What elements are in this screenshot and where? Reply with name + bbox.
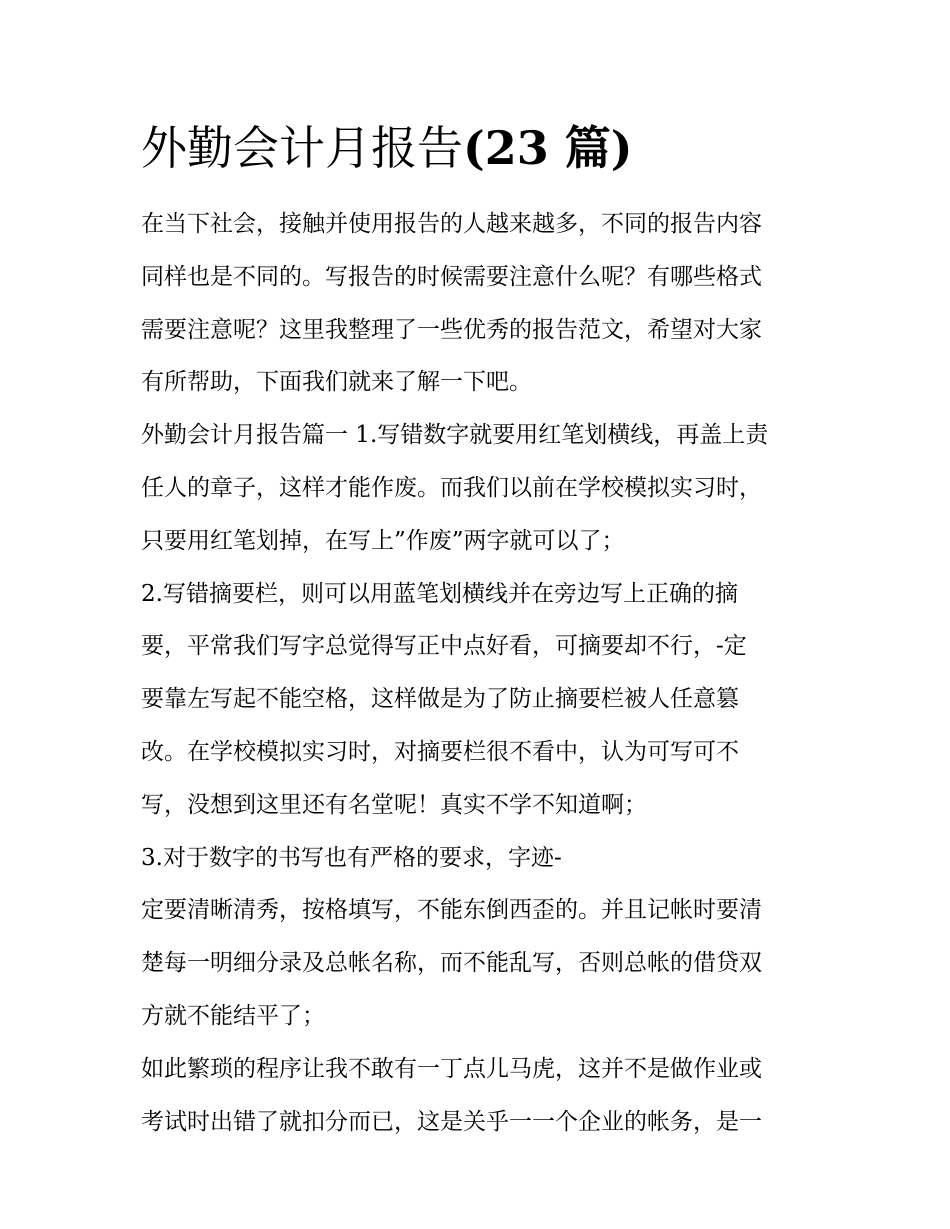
title-main: 外勤会计月报告 — [141, 121, 463, 175]
text-line: 外勤会计月报告篇一 1.写错数字就要用红笔划横线，再盖上责 — [141, 422, 769, 449]
text-line: 要，平常我们写字总觉得写正中点好看，可摘要却不行，-定 — [141, 633, 747, 660]
text-line: 2.写错摘要栏，则可以用蓝笔划横线并在旁边写上正确的摘 — [141, 580, 738, 607]
text-line: 楚每一明细分录及总帐名称，而不能乱写，否则总帐的借贷双 — [141, 950, 762, 977]
text-line: 改。在学校模拟实习时，对摘要栏很不看中，认为可写可不 — [141, 738, 739, 765]
text-line: 有所帮助，下面我们就来了解一下吧。 — [141, 369, 532, 396]
title-count: (23 篇) — [463, 121, 633, 175]
text-line: 要靠左写起不能空格，这样做是为了防止摘要栏被人任意篡 — [141, 686, 739, 713]
text-line: 3.对于数字的书写也有严格的要求，字迹- — [141, 844, 562, 871]
text-line: 写，没想到这里还有名堂呢！真实不学不知道啊； — [141, 791, 647, 818]
body-text — [141, 198, 813, 1148]
text-line: 只要用红笔划掉，在写上”作废”两字就可以了； — [141, 527, 625, 554]
text-line: 同样也是不同的。写报告的时候需要注意什么呢？有哪些格式 — [141, 263, 762, 290]
document-title — [141, 112, 813, 184]
document-body — [141, 112, 813, 1148]
text-line: 在当下社会，接触并使用报告的人越来越多，不同的报告内容 — [141, 211, 762, 237]
text-line: 任人的章子，这样才能作废。而我们以前在学校模拟实习时， — [141, 474, 762, 501]
text-line: 如此繁琐的程序让我不敢有一丁点儿马虎，这并不是做作业或 — [141, 1055, 762, 1082]
text-line: 定要清晰清秀，按格填写，不能东倒西歪的。并且记帐时要清 — [141, 897, 762, 924]
text-line: 需要注意呢？这里我整理了一些优秀的报告范文，希望对大家 — [141, 316, 762, 343]
text-line: 考试时出错了就扣分而已，这是关乎一一个企业的帐务，是一 — [141, 1108, 762, 1135]
text-line: 方就不能结平了； — [141, 1002, 325, 1029]
